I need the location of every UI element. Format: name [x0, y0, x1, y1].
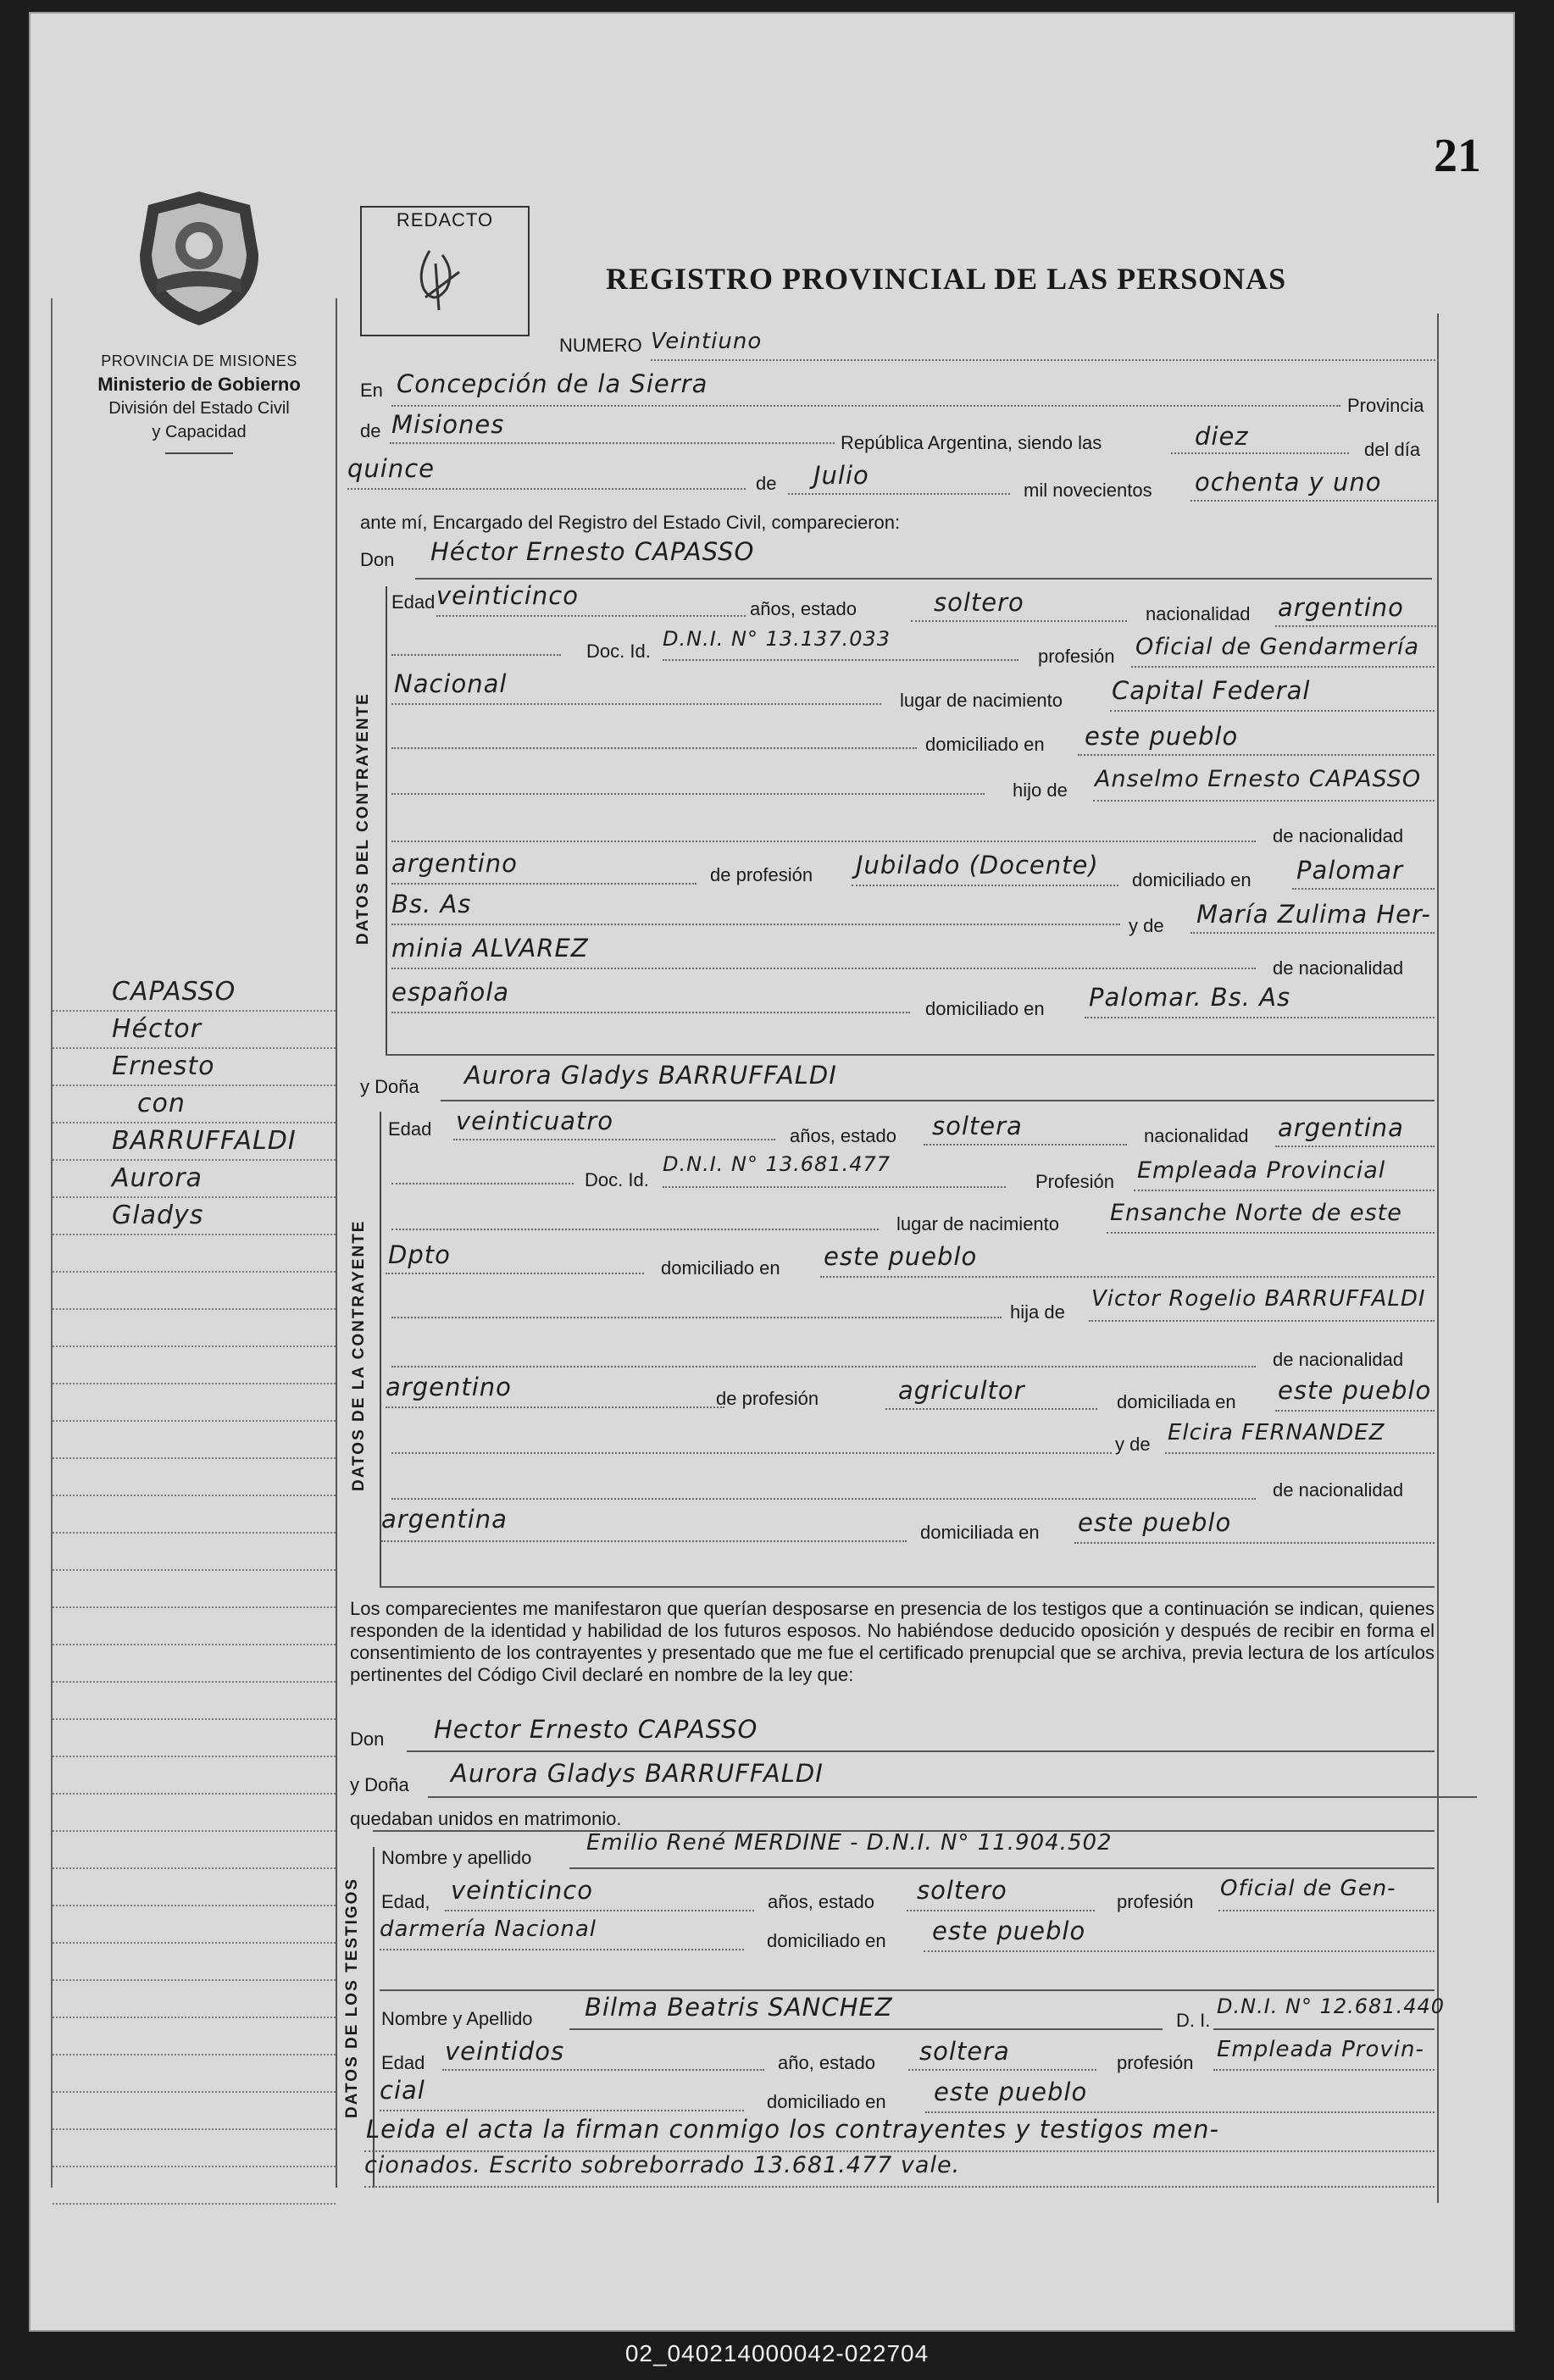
t2-edad-label: Edad — [381, 2052, 425, 2073]
division-name-2: y Capacidad — [152, 423, 247, 441]
domiciliado-en-label: domiciliado en — [1132, 869, 1252, 890]
edad-label-f: Edad — [388, 1118, 432, 1140]
esposo-nombre: Hector Ernesto CAPASSO — [434, 1715, 758, 1744]
line — [1190, 932, 1435, 934]
edad-value: veinticinco — [436, 581, 579, 610]
hijo-de-label: hijo de — [1013, 779, 1068, 801]
line — [569, 2028, 1163, 2030]
line — [381, 1540, 907, 1542]
anio-value: ochenta y uno — [1195, 468, 1382, 497]
padre-profesion: Jubilado (Docente) — [856, 851, 1099, 879]
line — [907, 1910, 1095, 1911]
hora-value: diez — [1195, 422, 1249, 451]
domicilio-label: domiciliado en — [925, 734, 1045, 755]
edad-value-f: veinticuatro — [456, 1107, 613, 1135]
padre-nombre-f: Victor Rogelio BARRUFFALDI — [1091, 1286, 1426, 1312]
del-dia-label: del día — [1364, 439, 1421, 460]
margin-row — [53, 2018, 336, 2055]
t2-prof-label: profesión — [1117, 2052, 1194, 2073]
declaration-paragraph: Los comparecientes me manifestaron que querían desposarse en presencia de los testigos que a continuación se indican, quienes responden de la identidad y habilidad de los futuros esposos. No habiéndose deducido oposición y después de recibir en forma el consentimiento de los contrayentes y presentado que me fue el certificado prenupcial que se archiva, previa lectura de los artículos pertinentes del Código Civil declaré en nombre de la ley que: — [350, 1598, 1435, 1685]
anios-estado-label-f: años, estado — [790, 1125, 896, 1146]
t1-nombre-label: Nombre y apellido — [381, 1847, 532, 1868]
line — [1275, 1146, 1435, 1147]
province-name: PROVINCIA DE MISIONES — [101, 352, 297, 369]
domicilio-label-f: domiciliado en — [661, 1257, 780, 1279]
block-divider — [386, 586, 387, 1054]
de-profesion-label: de profesión — [710, 864, 813, 885]
don-label-2: Don — [350, 1728, 385, 1750]
divider — [165, 452, 233, 454]
line — [453, 1139, 775, 1140]
margin-row: Aurora — [53, 1161, 336, 1198]
line — [924, 1144, 1127, 1146]
margin-row — [53, 1273, 336, 1310]
line — [663, 659, 1018, 661]
edad-label: Edad — [391, 591, 436, 613]
line — [1171, 452, 1349, 454]
ciudad-value: Concepción de la Sierra — [397, 369, 708, 398]
de-profesion-label-f: de profesión — [716, 1388, 819, 1409]
provincia-value: Misiones — [391, 410, 505, 439]
domicilio-value-f: este pueblo — [824, 1242, 978, 1271]
margin-row: BARRUFFALDI — [53, 1123, 336, 1161]
line — [390, 442, 835, 444]
line — [852, 885, 1118, 886]
datos-contrayente-f-label: DATOS DE LA CONTRAYENTE — [350, 1219, 368, 1491]
madre-nombre-f: Elcira FERNANDEZ — [1168, 1420, 1385, 1445]
profesion-value-f: Empleada Provincial — [1137, 1157, 1386, 1184]
ministry-name: Ministerio de Gobierno — [97, 374, 301, 395]
doc-value-f: D.N.I. N° 13.681.477 — [663, 1152, 891, 1176]
domiciliada-en-label: domiciliada en — [1117, 1391, 1236, 1412]
line — [386, 1273, 644, 1274]
margin-row — [53, 1310, 336, 1347]
margin-row — [53, 1869, 336, 1906]
ante-mi-text: ante mí, Encargado del Registro del Estado Civil, comparecieron: — [360, 512, 901, 533]
mil-novecientos-label: mil novecientos — [1024, 480, 1152, 501]
de-nacionalidad-label: de nacionalidad — [1273, 825, 1404, 846]
madre-nombre-2: minia ALVAREZ — [391, 934, 589, 963]
line — [391, 1183, 574, 1184]
margin-row: Ernesto — [53, 1049, 336, 1086]
nacionalidad-value: argentino — [1278, 593, 1404, 622]
testigo2-estado: soltera — [919, 2037, 1010, 2066]
de-label: de — [360, 420, 381, 441]
line — [1134, 1190, 1435, 1191]
mes-value: Julio — [813, 461, 869, 490]
line — [1131, 666, 1435, 668]
provincia-label: Provincia — [1347, 395, 1424, 416]
line — [1218, 1910, 1435, 1911]
margin-row: Gladys — [53, 1198, 336, 1235]
don-label: Don — [360, 549, 395, 570]
margin-row — [53, 1832, 336, 1869]
t1-anios-label: años, estado — [768, 1891, 874, 1912]
lugar-nac-label: lugar de nacimiento — [900, 690, 1063, 711]
testigo1-profesion-2: darmería Nacional — [380, 1917, 597, 1942]
doc-label: Doc. Id. — [586, 641, 651, 662]
dona-label: y Doña — [360, 1076, 419, 1097]
line — [445, 1910, 754, 1911]
t2-nombre-label: Nombre y Apellido — [381, 2008, 533, 2029]
line — [386, 1054, 1435, 1056]
margin-row — [53, 1981, 336, 2018]
cierre-texto-2: cionados. Escrito sobreborrado 13.681.477 vale. — [364, 2152, 961, 2178]
line — [1093, 800, 1435, 802]
margin-row — [53, 1384, 336, 1422]
testigo1-nombre: Emilio René MERDINE - D.N.I. N° 11.904.502 — [586, 1830, 1113, 1856]
testigo1-domicilio: este pueblo — [932, 1917, 1086, 1945]
line — [1213, 2028, 1435, 2030]
testigo2-nombre: Bilma Beatris SANCHEZ — [585, 1993, 893, 2022]
doc-label-f: Doc. Id. — [585, 1169, 649, 1190]
nacionalidad-label: nacionalidad — [1146, 603, 1251, 624]
margin-annotation — [53, 974, 336, 2205]
line — [347, 488, 746, 490]
line — [1213, 2069, 1435, 2071]
margin-row — [53, 1720, 336, 1757]
madre-nombre: María Zulima Her- — [1196, 900, 1431, 929]
margin-row — [53, 1459, 336, 1496]
margin-row: con — [53, 1086, 336, 1123]
t2-anios-label: año, estado — [778, 2052, 875, 2073]
de-label-2: de — [756, 473, 777, 494]
testigo2-profesion: Empleada Provin- — [1217, 2037, 1424, 2062]
margin-row — [53, 1906, 336, 1944]
margin-row — [53, 1645, 336, 1683]
line — [1190, 500, 1436, 502]
contrayente-f-nombre: Aurora Gladys BARRUFFALDI — [464, 1061, 837, 1090]
line — [1275, 625, 1436, 627]
unidos-text: quedaban unidos en matrimonio. — [350, 1808, 622, 1829]
padre-domicilio-f: este pueblo — [1278, 1376, 1432, 1405]
y-de-label-f: y de — [1115, 1434, 1151, 1455]
line — [1089, 1320, 1435, 1322]
t2-dom-label: domiciliado en — [767, 2091, 886, 2112]
issuing-organization — [47, 349, 352, 454]
madre-domicilio-f: este pueblo — [1078, 1508, 1232, 1537]
line — [391, 703, 881, 705]
anios-estado-label: años, estado — [750, 598, 857, 619]
margin-row: CAPASSO — [53, 974, 336, 1012]
line — [391, 1317, 1002, 1318]
line — [651, 359, 1439, 361]
nacionalidad-value-f: argentina — [1278, 1113, 1404, 1142]
line — [386, 1406, 724, 1408]
line — [1165, 1452, 1435, 1454]
line — [1292, 888, 1435, 890]
line — [391, 747, 917, 749]
testigo1-estado: soltero — [917, 1876, 1007, 1905]
margin-column-divider — [336, 298, 337, 2188]
margin-row — [53, 1534, 336, 1571]
t1-prof-label: profesión — [1117, 1891, 1194, 1912]
datos-testigos-label: DATOS DE LOS TESTIGOS — [343, 1877, 361, 2118]
line — [442, 2069, 764, 2071]
line — [391, 840, 1256, 842]
nacionalidad-label-f: nacionalidad — [1144, 1125, 1249, 1146]
line — [908, 2069, 1096, 2071]
margin-row — [53, 2167, 336, 2205]
line — [1085, 1017, 1435, 1018]
margin-row — [53, 1795, 336, 1832]
numero-value: Veintiuno — [651, 329, 763, 354]
line — [391, 968, 1256, 969]
line — [911, 620, 1127, 622]
lugar-nac-value-f: Ensanche Norte de este — [1110, 1200, 1402, 1226]
margin-row — [53, 1235, 336, 1273]
line — [391, 405, 1340, 407]
scan-filename: 02_040214000042-022704 — [624, 2340, 930, 2366]
t1-dom-label: domiciliado en — [767, 1930, 886, 1951]
lugar-nac-value: Capital Federal — [1112, 676, 1311, 705]
de-nacionalidad-label-f2: de nacionalidad — [1273, 1479, 1404, 1501]
redacto-label: REDACTO — [396, 209, 494, 230]
line — [1110, 710, 1435, 712]
padre-nombre: Anselmo Ernesto CAPASSO — [1095, 766, 1422, 792]
division-name: División del Estado Civil — [108, 399, 290, 418]
testigo2-domicilio: este pueblo — [934, 2078, 1088, 2106]
line — [1107, 1232, 1435, 1234]
padre-profesion-f: agricultor — [898, 1376, 1025, 1405]
doc-value: D.N.I. N° 13.137.033 — [663, 627, 891, 651]
cierre-texto: Leida el acta la firman conmigo los contrayentes y testigos men- — [366, 2115, 1219, 2144]
profesion-label-f: Profesión — [1035, 1171, 1114, 1192]
line — [380, 1586, 1435, 1588]
margin-row — [53, 1683, 336, 1720]
domiciliada-en-label-2: domiciliada en — [920, 1522, 1040, 1543]
margin-row — [53, 1757, 336, 1795]
margin-row — [53, 1571, 336, 1608]
line — [788, 493, 1010, 495]
y-de-label: y de — [1129, 915, 1164, 936]
line — [820, 1276, 1435, 1278]
madre-nacionalidad-f: argentina — [381, 1505, 508, 1534]
lugar-nac-label-f: lugar de nacimiento — [896, 1213, 1060, 1234]
testigo2-profesion-2: cial — [380, 2076, 425, 2105]
dia-value: quince — [347, 454, 436, 483]
misiones-seal — [131, 186, 267, 330]
madre-domicilio: Palomar. Bs. As — [1089, 983, 1291, 1012]
padre-domicilio-2: Bs. As — [391, 890, 472, 918]
line — [436, 615, 746, 617]
dona-label-2: y Doña — [350, 1774, 409, 1795]
profesion-label: profesión — [1038, 646, 1115, 667]
esposa-nombre: Aurora Gladys BARRUFFALDI — [451, 1759, 824, 1788]
line — [380, 2110, 744, 2111]
line — [407, 1750, 1435, 1752]
domicilio-value: este pueblo — [1085, 722, 1239, 751]
lugar-nac-value-f-2: Dpto — [388, 1240, 451, 1269]
line — [391, 793, 985, 795]
line — [428, 1796, 1477, 1798]
line — [391, 1366, 1256, 1368]
profesion-value: Oficial de Gendarmería — [1135, 634, 1420, 660]
domiciliado-en-label-2: domiciliado en — [925, 998, 1045, 1019]
line — [1078, 754, 1435, 756]
de-nacionalidad-label-f: de nacionalidad — [1273, 1349, 1404, 1370]
en-label: En — [360, 380, 383, 401]
numero-label: NUMERO — [559, 335, 642, 356]
line — [885, 1408, 1097, 1410]
datos-contrayente-label: DATOS DEL CONTRAYENTE — [354, 692, 372, 945]
de-nacionalidad-label-2: de nacionalidad — [1273, 957, 1404, 979]
t2-di-label: D. I. — [1176, 2010, 1211, 2031]
estado-value-f: soltera — [932, 1112, 1023, 1140]
margin-row — [53, 1944, 336, 1981]
line — [925, 2111, 1435, 2113]
line — [924, 1950, 1435, 1952]
line — [1074, 1542, 1435, 1544]
testigo2-di: D.N.I. N° 12.681.440 — [1217, 1994, 1446, 2018]
line — [364, 2186, 1435, 2188]
margin-row — [53, 1422, 336, 1459]
registry-title: REGISTRO PROVINCIAL DE LAS PERSONAS — [606, 262, 1287, 296]
margin-row — [53, 2093, 336, 2130]
testigo1-edad: veinticinco — [451, 1876, 593, 1905]
profesion-value-2: Nacional — [394, 669, 508, 698]
margin-row — [53, 2130, 336, 2167]
padre-nacionalidad: argentino — [391, 849, 518, 878]
line — [391, 1498, 1256, 1500]
contrayente-nombre: Héctor Ernesto CAPASSO — [430, 537, 755, 566]
madre-nacionalidad: española — [391, 978, 510, 1007]
margin-row: Héctor — [53, 1012, 336, 1049]
page-number: 21 — [1434, 130, 1481, 182]
line — [380, 1949, 744, 1950]
line — [391, 1229, 879, 1230]
line — [391, 883, 697, 885]
line — [380, 1989, 1435, 1991]
hija-de-label: hija de — [1010, 1301, 1065, 1323]
initials-signature — [383, 238, 502, 323]
margin-row — [53, 1496, 336, 1534]
line — [441, 1100, 1435, 1101]
t1-edad-label: Edad, — [381, 1891, 430, 1912]
republica-label: República Argentina, siendo las — [841, 432, 1102, 453]
line — [663, 1186, 1006, 1188]
line — [391, 654, 561, 656]
testigo1-profesion: Oficial de Gen- — [1220, 1876, 1396, 1901]
margin-row — [53, 2055, 336, 2093]
margin-row — [53, 1608, 336, 1645]
margin-row — [53, 1347, 336, 1384]
line — [1275, 1410, 1435, 1412]
line — [569, 1867, 1435, 1869]
estado-value: soltero — [934, 588, 1024, 617]
testigo2-edad: veintidos — [445, 2037, 565, 2066]
line — [391, 1012, 910, 1013]
line — [415, 578, 1432, 580]
line — [391, 924, 1120, 925]
padre-nacionalidad-f: argentino — [386, 1373, 512, 1401]
padre-domicilio: Palomar — [1296, 856, 1404, 885]
line — [391, 1452, 1112, 1454]
